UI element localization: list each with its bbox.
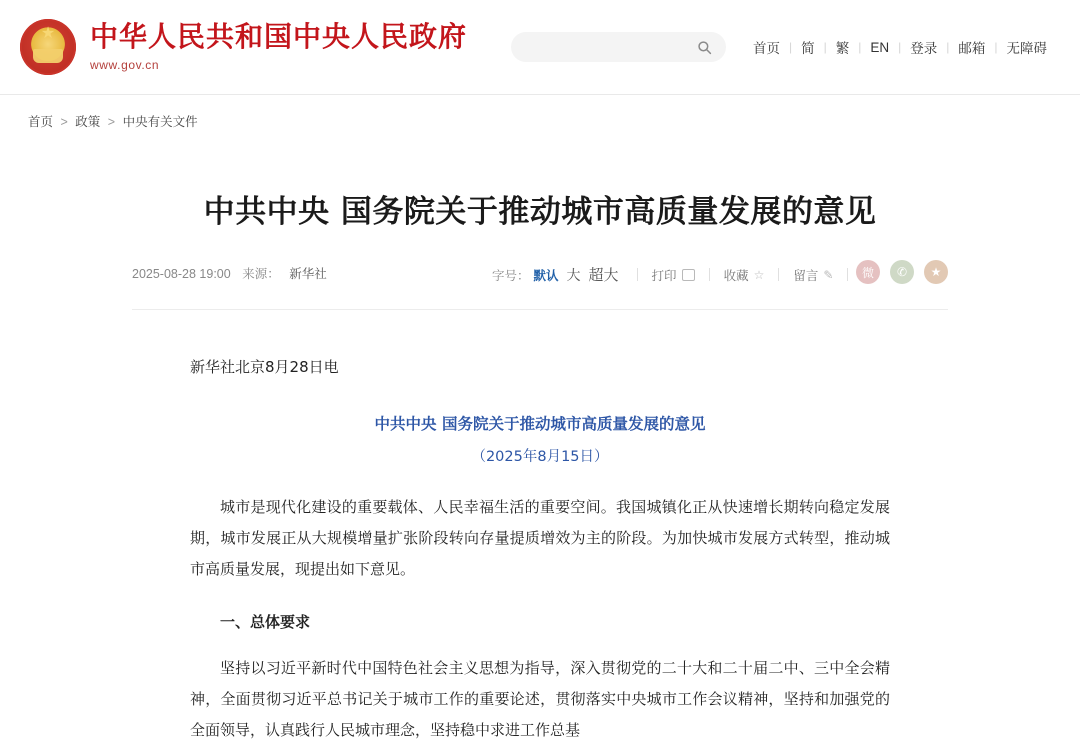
star-icon: ☆ xyxy=(753,267,765,282)
article-inner-date: （2025年8月15日） xyxy=(471,448,609,465)
search-box[interactable] xyxy=(511,32,726,62)
breadcrumb-item-home[interactable]: 首页 xyxy=(28,115,54,129)
print-button[interactable] xyxy=(652,266,695,284)
nav-item-login[interactable]: 登录 xyxy=(910,41,938,56)
article-meta-left xyxy=(132,264,327,282)
nav-separator: | xyxy=(994,40,998,54)
article xyxy=(132,130,948,746)
meta-divider xyxy=(709,268,710,281)
fontsize-default-button[interactable]: 默认 xyxy=(533,268,559,283)
page-title: 中共中央 国务院关于推动城市高质量发展的意见 xyxy=(203,193,877,230)
article-meta-center xyxy=(492,264,862,285)
nav-item-english[interactable]: EN xyxy=(870,39,890,55)
favorite-share-icon[interactable]: ★ xyxy=(924,260,948,284)
meta-divider xyxy=(847,268,848,281)
brand-text xyxy=(90,19,468,73)
favorite-label: 收藏 xyxy=(723,268,749,283)
breadcrumb-separator: > xyxy=(107,115,116,129)
article-body xyxy=(190,310,890,745)
header-right xyxy=(511,32,1056,62)
comment-button[interactable] xyxy=(793,266,833,284)
article-dateline: 新华社北京8月28日电 xyxy=(190,358,339,377)
site-brand[interactable] xyxy=(20,19,467,75)
source-name[interactable]: 新华社 xyxy=(289,267,327,282)
article-section-heading: 一、总体要求 xyxy=(220,612,311,631)
article-paragraph: 城市是现代化建设的重要载体、人民幸福生活的重要空间。我国城镇化正从快速增长期转向稳定发展期，城市发展正从大规模增量扩张阶段转向存量提质增效为主的阶段。为加快城市发展方式转型，推动城市高质量发展，现提出如下意见。 xyxy=(190,498,890,578)
site-url: www.gov.cn xyxy=(90,58,160,73)
article-share-group xyxy=(856,260,948,284)
site-header xyxy=(0,0,1080,94)
fontsize-xlarge-button[interactable]: 超大 xyxy=(588,267,619,285)
favorite-button[interactable] xyxy=(724,266,765,284)
breadcrumb-item-central-documents[interactable]: 中央有关文件 xyxy=(122,115,198,129)
article-inner-title: 中共中央 国务院关于推动城市高质量发展的意见 xyxy=(374,414,706,433)
nav-separator: | xyxy=(823,40,827,54)
nav-separator: | xyxy=(898,40,902,54)
search-icon[interactable] xyxy=(694,36,716,58)
weibo-share-icon[interactable]: 微 xyxy=(856,260,880,284)
meta-divider xyxy=(778,268,779,281)
nav-separator: | xyxy=(858,40,862,54)
breadcrumb-separator: > xyxy=(60,115,68,129)
breadcrumb xyxy=(0,95,1080,130)
breadcrumb-item-policy[interactable]: 政策 xyxy=(75,115,101,129)
nav-item-mail[interactable]: 邮箱 xyxy=(958,41,986,56)
fontsize-label: 字号： xyxy=(492,268,530,283)
nav-item-traditional[interactable]: 繁 xyxy=(835,41,850,56)
search-input[interactable] xyxy=(525,39,694,55)
comment-label: 留言 xyxy=(793,268,819,283)
print-label: 打印 xyxy=(651,268,677,283)
nav-item-home[interactable]: 首页 xyxy=(752,41,780,56)
wechat-share-icon[interactable]: ✆ xyxy=(890,260,914,284)
pencil-icon: ✎ xyxy=(823,267,834,282)
fontsize-large-button[interactable]: 大 xyxy=(566,266,581,283)
article-meta-bar xyxy=(132,264,948,310)
meta-divider xyxy=(637,268,638,281)
header-nav xyxy=(744,37,1056,57)
article-paragraph: 坚持以习近平新时代中国特色社会主义思想为指导，深入贯彻党的二十大和二十届二中、三中全会精神，全面贯彻习近平总书记关于城市工作的重要论述，贯彻落实中央城市工作会议精神，坚持和加强党的全面领导，认真践行人民城市理念，坚持稳中求进工作总基 xyxy=(190,659,890,739)
nav-separator: | xyxy=(788,40,793,54)
source-label: 来源： xyxy=(242,267,280,282)
nav-item-accessibility[interactable]: 无障碍 xyxy=(1006,41,1047,56)
nav-separator: | xyxy=(946,40,950,54)
nav-item-simplified[interactable]: 简 xyxy=(801,41,815,56)
national-emblem-icon xyxy=(20,19,76,75)
printer-icon xyxy=(682,269,695,281)
publish-datetime: 2025-08-28 19:00 xyxy=(132,267,231,282)
site-title: 中华人民共和国中央人民政府 xyxy=(90,19,468,53)
